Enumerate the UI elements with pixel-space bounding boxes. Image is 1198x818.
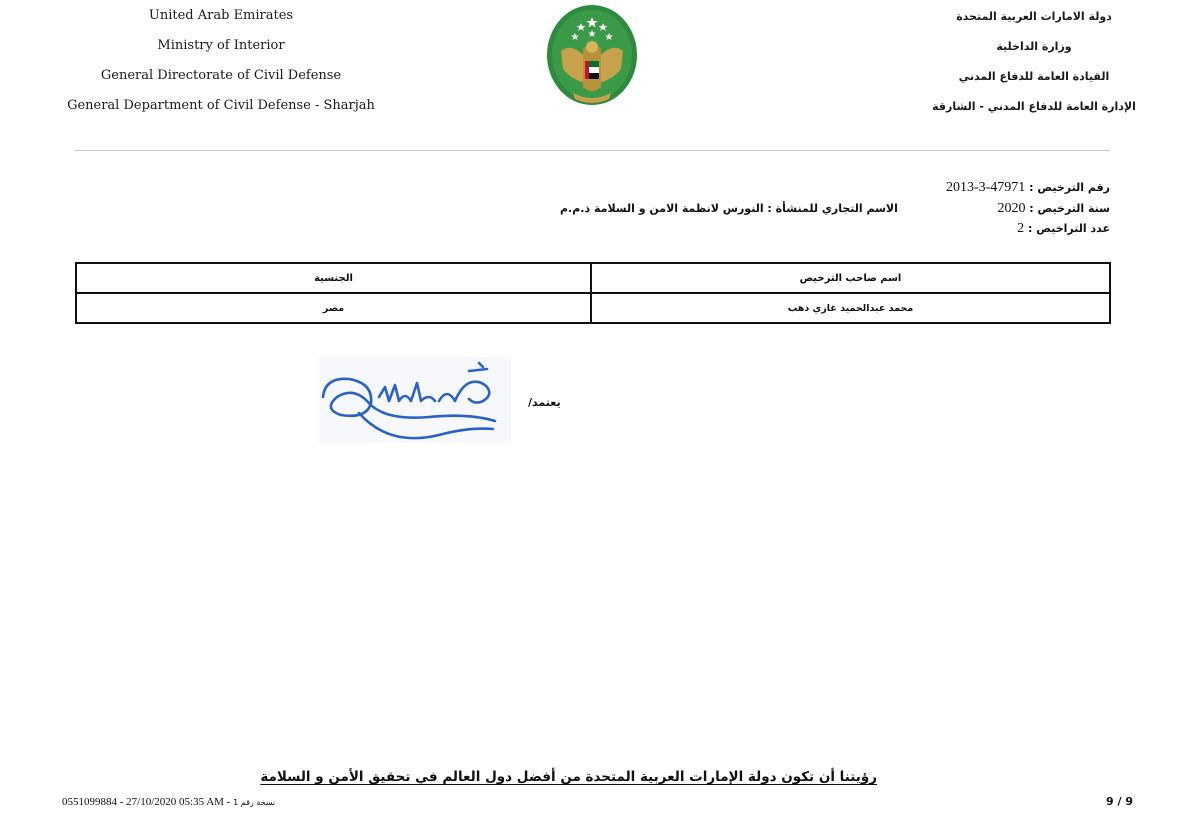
table-row <box>76 293 1110 323</box>
trade-name: الاسم التجاري للمنشأة : النورس لانظمة الامن و السلامة ذ.م.م <box>560 202 898 215</box>
header-en-ministry: Ministry of Interior <box>157 38 285 53</box>
header-ar-department: الإدارة العامة للدفاع المدني - الشارقة <box>932 100 1136 113</box>
print-stamp-phone-date: 0551099884 - 27/10/2020 05:35 AM - <box>62 796 234 808</box>
header-ar-directorate: القيادة العامة للدفاع المدني <box>958 70 1110 83</box>
header-en-directorate: General Directorate of Civil Defense <box>100 68 342 83</box>
license-count-label: عدد التراخيص : <box>1027 222 1110 235</box>
page-counter: 9 / 9 <box>1106 795 1133 808</box>
print-stamp <box>62 796 275 808</box>
owner-name-cell: محمد عبدالحميد غازي ذهب <box>591 293 1110 323</box>
header-en-department: General Department of Civil Defense - Sharjah <box>67 98 375 113</box>
header-nationality: الجنسية <box>76 263 591 293</box>
table-header-row <box>76 263 1110 293</box>
vision-statement: رؤيتنا أن تكون دولة الإمارات العربية المتحدة من أفضل دول العالم في تحقيق الأمن و السلامة <box>260 769 877 785</box>
license-year-value: 2020 <box>997 201 1026 216</box>
license-year-row <box>997 201 1110 217</box>
header-owner-name: اسم صاحب الترخيص <box>591 263 1110 293</box>
header-divider <box>75 150 1110 151</box>
header-ar-ministry: وزارة الداخلية <box>996 40 1072 53</box>
header-en-country: United Arab Emirates <box>148 8 294 23</box>
license-count-row <box>1017 221 1110 237</box>
print-stamp-copy: نسخة رقم 1 <box>233 798 276 807</box>
header-ar-country: دولة الامارات العربية المتحدة <box>956 10 1112 23</box>
handwritten-signature <box>319 357 511 443</box>
uae-emblem-logo <box>543 3 641 111</box>
license-number-label: رقم الترخيص : <box>1029 181 1110 194</box>
license-number-value: 2013-3-47971 <box>945 180 1026 195</box>
approved-by-label: يعتمد/ <box>528 396 561 409</box>
license-number-row <box>946 180 1110 196</box>
owners-table <box>75 262 1111 324</box>
nationality-cell: مصر <box>76 293 591 323</box>
license-count-value: 2 <box>1017 221 1025 236</box>
license-year-label: سنة الترخيص : <box>1029 202 1110 215</box>
